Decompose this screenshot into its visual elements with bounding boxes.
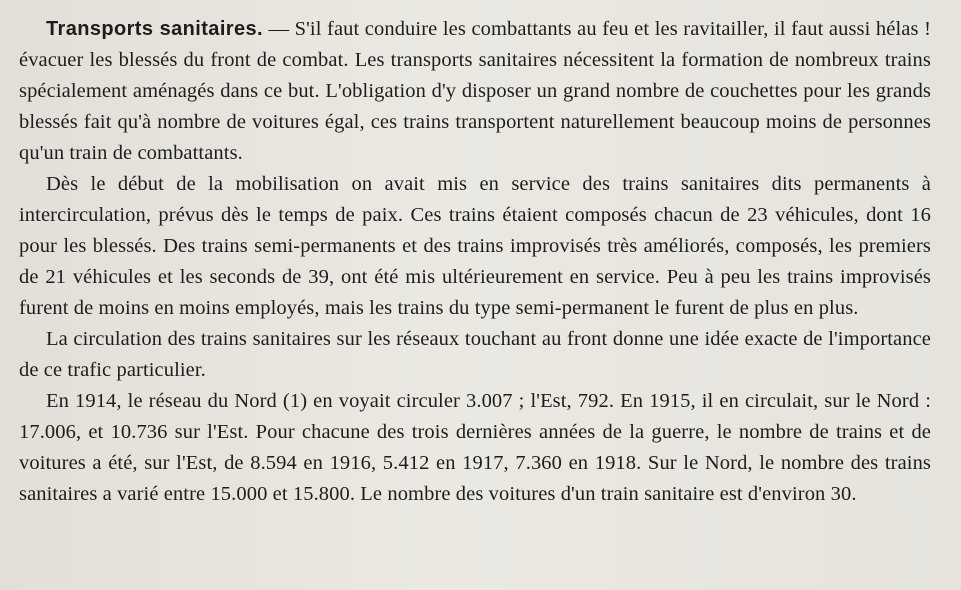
paragraph-statistics: En 1914, le réseau du Nord (1) en voyait circuler 3.007 ; l'Est, 792. En 1915, il en circulait, sur le Nord : 17.006, et 10.736 sur l'Est. Pour chacune des trois dernières années de la guerre, le nombre de trains et de voitures a été, sur l'Est, de 8.594 en 1916, 5.412 en 1917, 7.360 en 1918. Sur le Nord, le nombre des trains sanitaires a varié entre 15.000 et 15.800. Le nombre des voitures d'un train sanitaire est d'environ 30. [19,390,931,505]
section-heading: Transports sanitaires. [46,18,263,40]
paragraph-intro [19,14,931,169]
paragraph-circulation: La circulation des trains sanitaires sur les réseaux touchant au front donne une idée exacte de l'importance de ce trafic particulier. [19,328,931,381]
paragraph-intro-text: — S'il faut conduire les combattants au feu et les ravitailler, il faut aussi hélas ! évacuer les blessés du front de combat. Les transports sanitaires nécessitent la formation de nombreux trains spécialement aménagés dans ce but. L'obligation d'y disposer un grand nombre de couchettes pour les grands blessés fait qu'à nombre de voitures égal, ces trains transportent naturellement beaucoup moins de personnes qu'un train de combattants. [19,18,931,164]
paragraph-mobilisation: Dès le début de la mobilisation on avait mis en service des trains sanitaires dits permanents à intercirculation, prévus dès le temps de paix. Ces trains étaient composés chacun de 23 véhicules, dont 16 pour les blessés. Des trains semi-permanents et des trains improvisés très améliorés, composés, les premiers de 21 véhicules et les seconds de 39, ont été mis ultérieurement en service. Peu à peu les trains improvisés furent de moins en moins employés, mais les trains du type semi-permanent le furent de plus en plus. [19,173,931,319]
